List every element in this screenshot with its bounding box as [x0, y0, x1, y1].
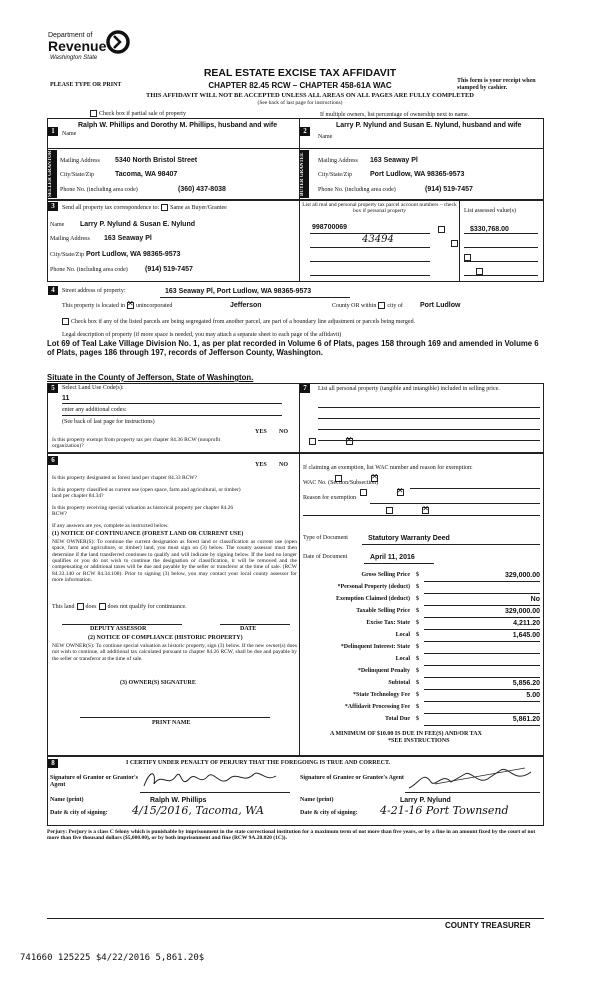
unincorporated-label: unincorporated — [136, 302, 173, 309]
does-checkbox[interactable] — [77, 603, 84, 610]
buyer-side-label: BUYER GRANTEE — [300, 150, 309, 198]
dor-line2: Revenue — [48, 38, 107, 54]
calc-row-label: *Delinquent Interest: State — [340, 644, 410, 650]
tax-corr-name-label: Name — [50, 222, 65, 228]
form-subtitle: CHAPTER 82.45 RCW – CHAPTER 458-61A WAC — [208, 81, 392, 90]
grantor-date-label: Date & city of signing: — [50, 810, 108, 816]
segregated-label: Check box if any of the listed parcels are being segregated from another parcel, are part of a boundary line adjustment or parcels being merged. — [71, 318, 416, 325]
city-value[interactable]: Port Ludlow — [420, 302, 461, 309]
legal-description[interactable]: Lot 69 of Teal Lake Village Division No. 1, as per plat recorded in Volume 6 of Plats, pages 158 through 169 and amended in Volume 6 of Plats, pages 186 through 197, records of Jefferson County, Washington. — [47, 339, 539, 357]
calc-row-label: Local — [395, 632, 410, 638]
tax-corr-send — [62, 204, 227, 211]
seller-name[interactable]: Ralph W. Phillips and Dorothy M. Phillips, husband and wife — [78, 122, 278, 129]
unincorporated-checkbox[interactable] — [127, 302, 134, 309]
doc-date-value[interactable]: April 11, 2016 — [370, 554, 415, 561]
calc-row-value[interactable]: 1,645.00 — [512, 632, 540, 639]
county-treasurer-label: COUNTY TREASURER — [445, 921, 531, 930]
tax-corr-phone[interactable]: (914) 519-7457 — [145, 266, 193, 273]
calc-row-label: Gross Selling Price — [361, 572, 410, 578]
calc-row-label: Local — [395, 656, 410, 662]
grantee-name[interactable]: Larry P. Nylund — [400, 797, 451, 804]
seller-mailing-label: Mailing Address — [60, 158, 100, 164]
calc-row-dollar: $ — [416, 608, 419, 614]
partial-sale-checkbox[interactable] — [90, 110, 97, 117]
tax-corr-mailing[interactable]: 163 Seaway Pl — [104, 235, 152, 242]
calc-row-dollar: $ — [416, 656, 419, 662]
dor-logo — [48, 30, 134, 74]
calc-row-label: *Personal Property (deduct) — [337, 584, 410, 590]
calc-row-dollar: $ — [416, 632, 419, 638]
personal-prop-label: List all personal property (tangible and intangible) included in selling price. — [318, 386, 500, 392]
perjury-note: Perjury: Perjury is a class C felony which is punishable by imprisonment in the state correctional institution for a maximum term of not more than five years, or by a fine in an amount fixed by the court of not more than five thousand dollars ($5,000.00), or by both imprisonment and fine (RCW 9A.20.020 (1C)). — [47, 829, 536, 842]
buyer-mailing-label: Mailing Address — [318, 158, 358, 164]
calc-row-dollar: $ — [416, 644, 419, 650]
calc-row-label: *Affidavit Processing Fee — [344, 704, 410, 710]
land-use-label: Select Land Use Code(s): — [62, 385, 124, 391]
assessed-value[interactable]: $330,768.00 — [470, 226, 509, 233]
seller-side-label: SELLER GRANTOR — [48, 150, 57, 198]
does-not-checkbox[interactable] — [99, 603, 106, 610]
grantee-date-label: Date & city of signing: — [300, 810, 358, 816]
tax-corr-city-label: City/State/Zip — [50, 252, 84, 258]
seller-city[interactable]: Tacoma, WA 98407 — [115, 171, 178, 178]
parcel-pp-checkbox-4[interactable] — [476, 268, 483, 275]
calc-row-value[interactable]: 5,856.20 — [512, 680, 540, 687]
notice2-body: NEW OWNER(S): To continue special valuation as historic property, sign (3) below. If the new owner(s) does not wish to continue, all additional tax calculated pursuant to chapter 84.26 RCW, shall be due and payable by the seller or transferor at the time of sale. — [52, 643, 297, 662]
calc-row-value[interactable]: 5,861.20 — [512, 716, 540, 723]
land-use-additional: enter any additional codes: — [62, 407, 127, 413]
wac-label: WAC No. (Section/Subsection) — [303, 480, 379, 486]
see-back-header: (See back of last page for instructions) — [257, 100, 343, 106]
land-use-no-header: NO — [279, 429, 288, 435]
seller-mailing[interactable]: 5340 North Bristol Street — [115, 157, 198, 164]
located-row — [62, 302, 172, 309]
seller-name-label: Name — [62, 131, 77, 137]
located-in-label: This property is located in — [62, 302, 125, 309]
section-2-badge: 2 — [300, 127, 310, 136]
city-of-checkbox[interactable] — [378, 302, 385, 309]
calc-row-dollar: $ — [416, 704, 419, 710]
tax-corr-mailing-label: Mailing Address — [50, 236, 90, 242]
calc-row-dollar: $ — [416, 716, 419, 722]
calc-row-value[interactable]: 4,211.20 — [513, 620, 540, 627]
segregated-row — [60, 318, 550, 325]
historic-no-checkbox[interactable] — [422, 507, 429, 514]
calc-row-label: *Delinquent Penalty — [357, 668, 410, 674]
segregated-checkbox[interactable] — [62, 318, 69, 325]
calc-row-value[interactable]: 329,000.00 — [504, 572, 540, 579]
seller-phone[interactable]: (360) 437-8038 — [178, 186, 226, 193]
notice1-body: NEW OWNER(S): To continue the current designation as forest land or classification as current use (open space, farm and agriculture, or timber) land, you must sign on (3) below. The county assessor must then determine if the land transferred continues to qualify and will indicate by signing below. If the land no longer qualifies or you do not wish to continue the designation or classification, it will be removed and the compensating or additional taxes will be due and payable by the seller or transferor at the time of sale. (RCW 84.33.140 or RCW 84.34.108). Prior to signing (3) below, you may contact your local county assessor for more information. — [52, 539, 297, 583]
calc-row-dollar: $ — [416, 572, 419, 578]
county-row — [332, 302, 403, 309]
grantee-sig-label: Signature of Grantee or Grantee's Agent — [300, 775, 404, 781]
section-8-badge: 8 — [48, 759, 58, 768]
calc-row-value[interactable]: No — [530, 596, 540, 603]
situate-line: Situate in the County of Jefferson, State of Washington. — [47, 373, 254, 382]
warning-text: THIS AFFIDAVIT WILL NOT BE ACCEPTED UNLESS ALL AREAS ON ALL PAGES ARE FULLY COMPLETED — [146, 92, 474, 99]
calc-row-label: *State Technology Fee — [353, 692, 410, 698]
minimum-note: A MINIMUM OF $10.00 IS DUE IN FEE(S) AND/OR TAX — [330, 731, 482, 737]
does-not-label: does not qualify for continuance. — [107, 603, 187, 610]
exempt-question: Is this property exempt from property tax per chapter 84.36 RCW (nonprofit organization)? — [52, 437, 221, 450]
section-1-badge: 1 — [48, 127, 58, 136]
dor-line1: Department of — [48, 32, 93, 39]
partial-sale-label: Check box if partial sale of property — [99, 110, 186, 117]
county-value[interactable]: Jefferson — [230, 302, 262, 309]
historic-yes-checkbox[interactable] — [386, 507, 393, 514]
buyer-name[interactable]: Larry P. Nylund and Susan E. Nylund, husband and wife — [336, 122, 522, 129]
city-of-label: city of — [387, 302, 403, 309]
tax-corr-city[interactable]: Port Ludlow, WA 98365-9573 — [86, 251, 181, 258]
current-use-no-checkbox[interactable] — [397, 489, 404, 496]
parcel-header: List all real and personal property tax parcel account numbers – check box if personal property — [302, 202, 457, 215]
doc-type-label: Type of Document — [303, 535, 348, 541]
partial-sale-row — [88, 110, 186, 117]
assessed-header: List assessed value(s) — [464, 208, 516, 214]
calc-row-label: Taxable Selling Price — [356, 608, 410, 614]
exempt-yes-checkbox[interactable] — [309, 438, 316, 445]
cashier-stamp: 741660 125225 $4/22/2016 5,861.20$ — [20, 953, 205, 963]
sec6-no-header: NO — [279, 462, 288, 468]
section-6-badge: 6 — [48, 456, 58, 465]
section-7-badge: 7 — [300, 384, 310, 393]
receipt-note: This form is your receipt when stamped by cashier. — [457, 78, 536, 91]
multiple-owners-note: If multiple owners, list percentage of ownership next to name. — [320, 112, 470, 118]
parcel-number[interactable]: 998700069 — [312, 224, 348, 231]
historic-question: Is this property receiving special valuation as historical property per chapter 84.26 RCW? — [52, 505, 234, 518]
owner-sig-label: (3) OWNER(S) SIGNATURE — [120, 680, 196, 686]
parcel-handwritten: 43494 — [362, 234, 394, 245]
this-land-label: This land — [52, 603, 75, 610]
calc-row-value[interactable]: 5.00 — [526, 692, 540, 699]
calc-row-label: Total Due — [385, 716, 410, 722]
reason-label: Reason for exemption — [303, 495, 356, 501]
doc-date-label: Date of Document — [303, 554, 348, 560]
calc-row-label: Exemption Claimed (deduct) — [336, 596, 410, 602]
exemption-label: If claiming an exemption, list WAC number and reason for exemption: — [303, 465, 473, 471]
land-use-see-back: (See back of last page for instructions) — [62, 419, 155, 425]
seller-city-label: City/State/Zip — [60, 172, 94, 178]
calc-row-dollar: $ — [416, 668, 419, 674]
calc-row-dollar: $ — [416, 680, 419, 686]
dor-emblem-icon — [106, 30, 130, 54]
calc-row-dollar: $ — [416, 584, 419, 590]
same-as-buyer-checkbox[interactable] — [161, 204, 168, 211]
grantee-signature[interactable] — [405, 764, 535, 794]
tax-corr-send-label: Send all property tax correspondence to: — [62, 204, 160, 211]
seller-phone-label: Phone No. (including area code) — [60, 187, 138, 193]
land-use-yes-header: YES — [255, 429, 267, 435]
grantor-date[interactable]: 4/15/2016, Tacoma, WA — [132, 804, 264, 817]
buyer-name-label: Name — [318, 134, 333, 140]
same-as-buyer-label: Same as Buyer/Grantee — [170, 204, 227, 211]
calc-row-dollar: $ — [416, 620, 419, 626]
buyer-city-label: City/State/Zip — [318, 172, 352, 178]
tax-corr-phone-label: Phone No. (including area code) — [50, 267, 128, 273]
notice2-title: (2) NOTICE OF COMPLIANCE (HISTORIC PROPERTY) — [88, 635, 243, 641]
deputy-assessor-label: DEPUTY ASSESSOR — [90, 626, 147, 632]
buyer-phone-label: Phone No. (including area code) — [318, 187, 396, 193]
calc-row-label: Subtotal — [388, 680, 410, 686]
grantee-date[interactable]: 4-21-16 Port Townsend — [380, 804, 509, 817]
street-value[interactable]: 163 Seaway Pl, Port Ludlow, WA 98365-9573 — [165, 288, 312, 295]
calc-row-dollar: $ — [416, 596, 419, 602]
certify-text: I CERTIFY UNDER PENALTY OF PERJURY THAT THE FOREGOING IS TRUE AND CORRECT. — [126, 760, 391, 766]
parcel-pp-checkbox-2[interactable] — [451, 240, 458, 247]
parcel-pp-checkbox-3[interactable] — [464, 254, 471, 261]
if-yes-note: If any answers are yes, complete as instructed below. — [52, 523, 169, 529]
legal-label: Legal description of property (if more space is needed, you may attach a separate sheet to each page of the affidavit) — [62, 332, 342, 338]
current-use-yes-checkbox[interactable] — [360, 489, 367, 496]
doc-type-value[interactable]: Statutory Warranty Deed — [368, 535, 450, 542]
see-instructions: *SEE INSTRUCTIONS — [388, 738, 450, 744]
calc-row-dollar: $ — [416, 692, 419, 698]
does-label: does — [85, 603, 97, 610]
section-5-badge: 5 — [48, 384, 58, 393]
buyer-city[interactable]: Port Ludlow, WA 98365-9573 — [370, 171, 465, 178]
qualify-row — [52, 603, 187, 610]
notice1-title: (1) NOTICE OF CONTINUANCE (FOREST LAND OR CURRENT USE) — [52, 531, 244, 537]
grantor-sig-label: Signature of Grantor or Grantor's Agent — [50, 775, 138, 788]
date-label: DATE — [240, 626, 257, 632]
buyer-phone[interactable]: (914) 519-7457 — [425, 186, 473, 193]
print-name-label: PRINT NAME — [152, 720, 191, 726]
land-use-code[interactable]: 11 — [62, 395, 70, 402]
county-label: County OR within — [332, 302, 377, 309]
sec6-yes-header: YES — [255, 462, 267, 468]
forest-question: Is this property designated as forest land per chapter 84.33 RCW? — [52, 475, 197, 481]
grantor-name-label: Name (print) — [50, 797, 84, 803]
buyer-mailing[interactable]: 163 Seaway Pl — [370, 157, 418, 164]
current-use-question: Is this property classified as current use (open space, farm and agricultural, or timber) land per chapter 84.34? — [52, 487, 241, 500]
grantee-name-label: Name (print) — [300, 797, 334, 803]
tax-corr-name[interactable]: Larry P. Nylund & Susan E. Nylund — [80, 221, 196, 228]
grantor-name[interactable]: Ralph W. Phillips — [150, 797, 207, 804]
calc-row-label: Excise Tax: State — [366, 620, 410, 626]
form-title: REAL ESTATE EXCISE TAX AFFIDAVIT — [203, 67, 397, 79]
parcel-pp-checkbox-1[interactable] — [438, 226, 445, 233]
street-label: Street address of property: — [62, 288, 126, 294]
grantor-signature[interactable] — [140, 766, 280, 794]
dor-line3: Washington State — [50, 55, 98, 61]
calc-row-value[interactable]: 329,000.00 — [504, 608, 540, 615]
section-3-badge: 3 — [48, 202, 58, 211]
section-4-badge: 4 — [48, 286, 58, 295]
please-type: PLEASE TYPE OR PRINT — [50, 82, 122, 88]
